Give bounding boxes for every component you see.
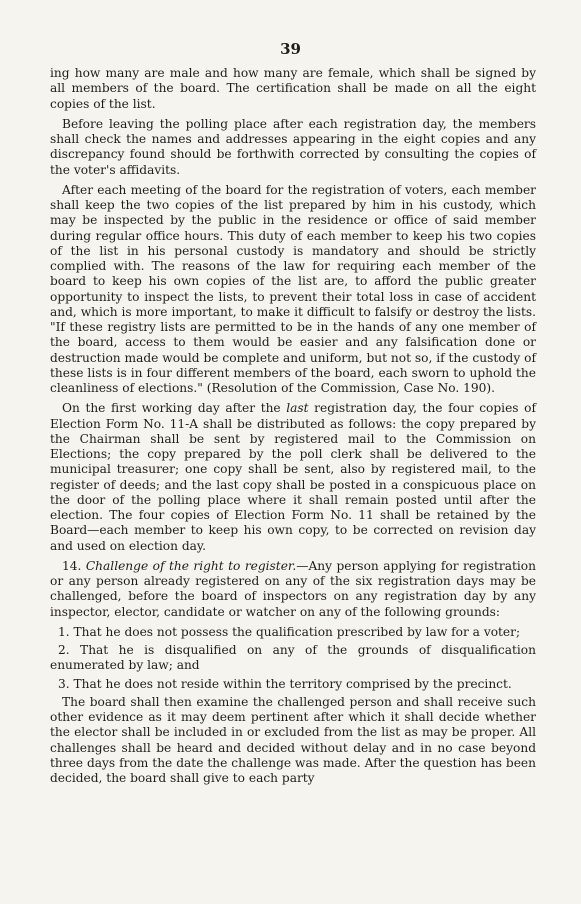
ground-item-2: 2. That he is disqualified on any of the grounds of disqualification enumerated by law; and bbox=[50, 643, 536, 673]
paragraph-custody-of-lists: After each meeting of the board for the registration of voters, each member shall keep the two copies of the list prepared by him in his custody, which may be inspected by the public in the residence or office of said member during regular office hours. This duty of each member to keep his two copies of the list in his personal custody is mandatory and should be strictly complied with. The reasons of the law for requiring each member of the board to keep his own copies of the list are, to afford the public greater opportunity to inspect the lists, to prevent their total loss in case of accident and, which is more important, to make it difficult to falsify or destroy the lists. "If these registry lists are permitted to be in the hands of any one member of the board, access to them would be easier and any falsification done or destruction made would be complete and uniform, but not so, if the custody of these lists is in four different members of the board, each sworn to uphold the cleanliness of elections." (Resolution of the Commission, Case No. 190). bbox=[50, 182, 536, 395]
ground-item-1: 1. That he does not possess the qualification prescribed by law for a voter; bbox=[58, 624, 521, 639]
emphasis-last: last bbox=[286, 401, 309, 416]
paragraph-board-examination: The board shall then examine the challenged person and shall receive such other evidence as it may deem pertinent after which it shall decide whether the elector shall be included in or excluded from the list as may be proper. All challenges shall be heard and decided without delay and in no case beyond three days from the date the challenge was made. After the question has been decided, the board shall give to each party bbox=[50, 694, 536, 785]
paragraph-distribution-lead: On the first working day after the bbox=[62, 401, 287, 416]
page-body bbox=[50, 66, 536, 791]
section-number: 14. bbox=[62, 558, 86, 573]
paragraph-polling-check: Before leaving the polling place after each registration day, the members shall check the names and addresses appearing in the eight copies and any discrepancy found should be forthwith corrected by consulting the copies of the voter's affidavits. bbox=[50, 116, 536, 177]
paragraph-continued: ing how many are male and how many are female, which shall be signed by all members of the board. The certification shall be made on all the eight copies of the list. bbox=[50, 66, 536, 111]
paragraph-distribution-rest: registration day, the four copies of Election Form No. 11-A shall be distributed as follows: the copy prepared by the Chairman shall be sent by registered mail to the Commission on Elections; the copy prepared by the poll clerk shall be delivered to the municipal treasurer; one copy shall be sent, also by registered mail, to the register of deeds; and the last copy shall be posted in a conspicuous place on the door of the polling place where it shall remain posted until after the election. The four copies of Election Form No. 11 shall be retained by the Board—each member to keep his own copy, to be corrected on revision day and used on election day. bbox=[50, 401, 536, 553]
section-heading: Challenge of the right to register. bbox=[85, 558, 297, 573]
section-14-text: —Any person applying for registration or any person already registered on any of the six registration days may be challenged, before the board of inspectors on any registration day by any inspector, elector, candidate or watcher on any of the following grounds: bbox=[50, 558, 536, 619]
paragraph-distribution bbox=[50, 401, 536, 554]
page-number: 39 bbox=[280, 40, 301, 58]
section-14-challenge bbox=[50, 559, 536, 620]
ground-item-3: 3. That he does not reside within the territory comprised by the precinct. bbox=[58, 676, 512, 691]
